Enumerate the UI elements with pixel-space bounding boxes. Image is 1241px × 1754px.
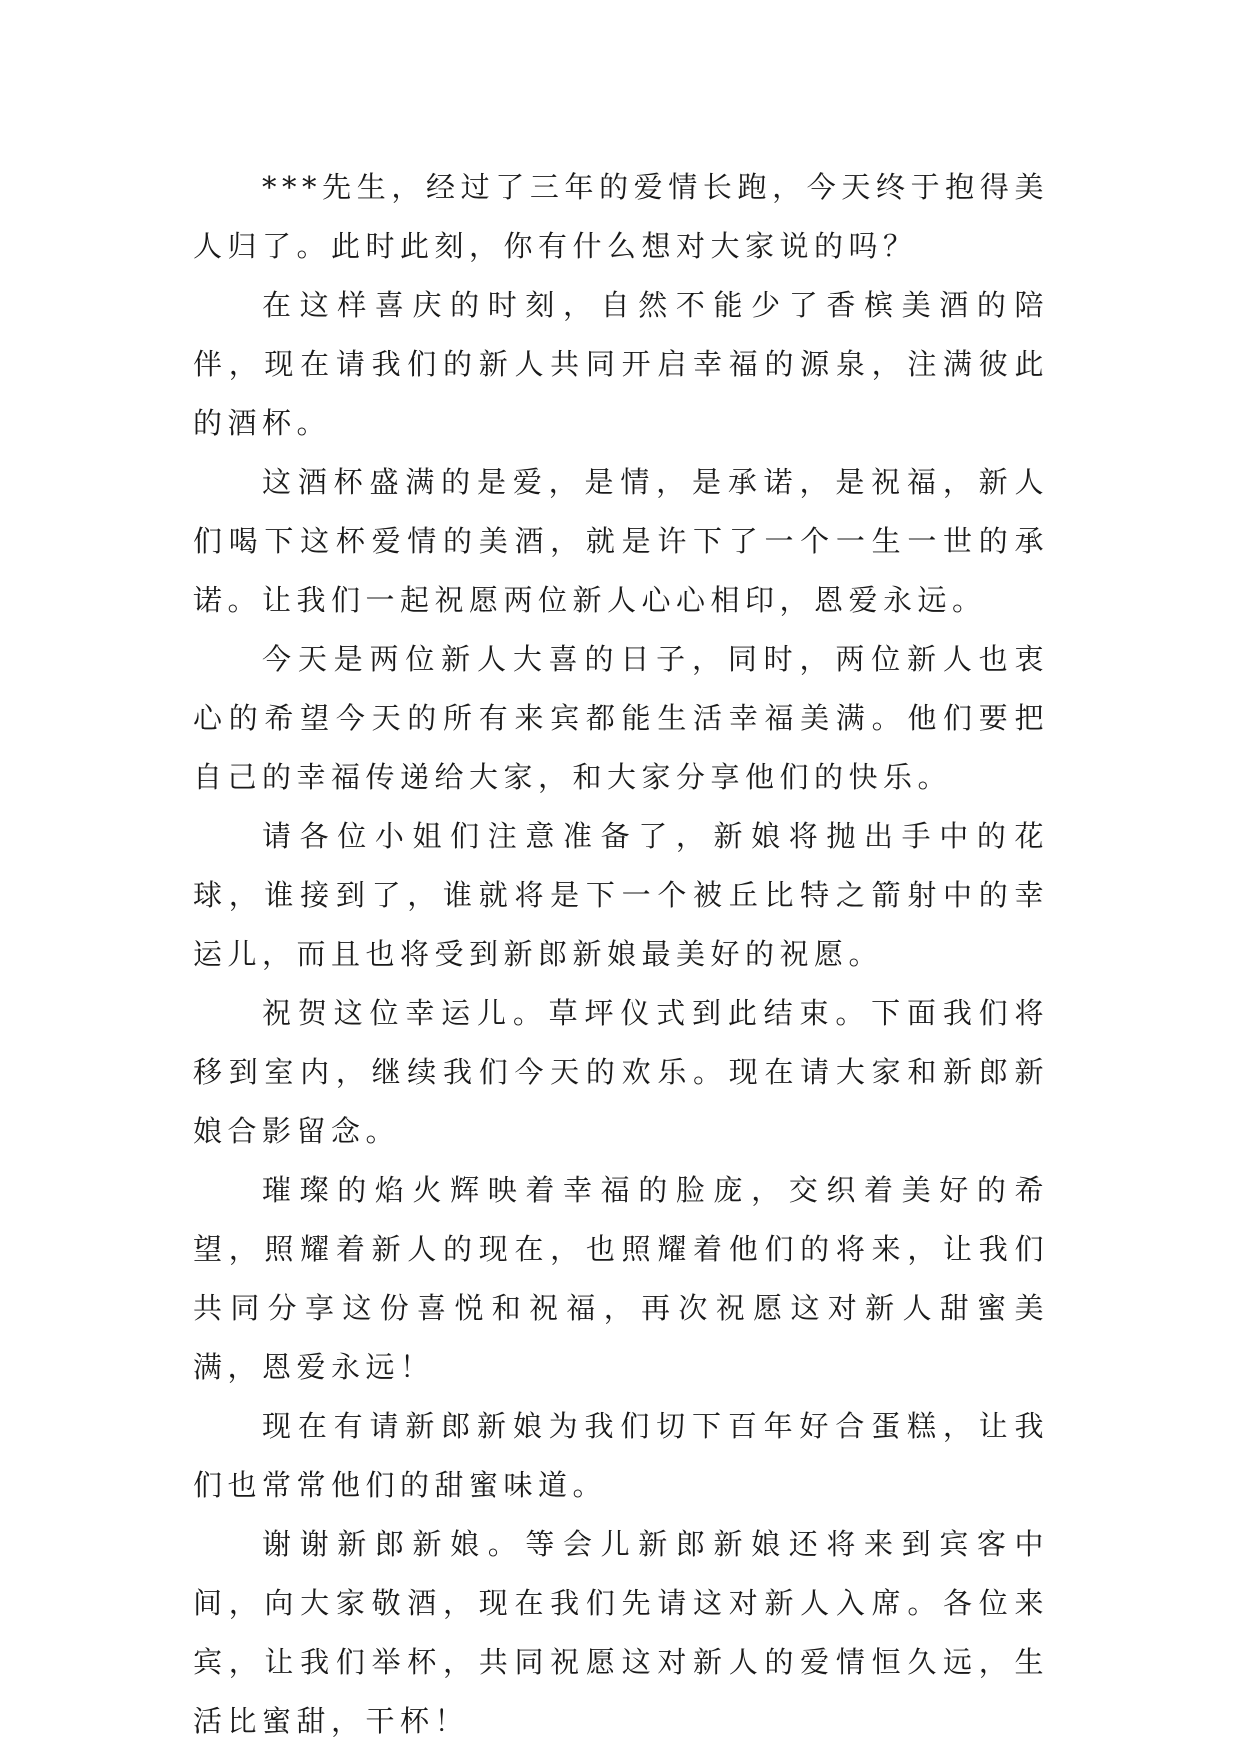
paragraph-6: 祝贺这位幸运儿。草坪仪式到此结束。下面我们将移到室内，继续我们今天的欢乐。现在请大家和新郎新娘合影留念。	[193, 996, 1049, 1148]
paragraph-7: 璀璨的焰火辉映着幸福的脸庞，交织着美好的希望，照耀着新人的现在，也照耀着他们的将来，让我们共同分享这份喜悦和祝福，再次祝愿这对新人甜蜜美满，恩爱永远！	[193, 1173, 1049, 1384]
document-body	[193, 158, 1049, 1751]
paragraph-5: 请各位小姐们注意准备了，新娘将抛出手中的花球，谁接到了，谁就将是下一个被丘比特之箭射中的幸运儿，而且也将受到新郎新娘最美好的祝愿。	[193, 819, 1049, 971]
paragraph-2: 在这样喜庆的时刻，自然不能少了香槟美酒的陪伴，现在请我们的新人共同开启幸福的源泉，注满彼此的酒杯。	[193, 288, 1049, 440]
paragraph-3: 这酒杯盛满的是爱，是情，是承诺，是祝福，新人们喝下这杯爱情的美酒，就是许下了一个一生一世的承诺。让我们一起祝愿两位新人心心相印，恩爱永远。	[193, 465, 1049, 617]
paragraph-1: ***先生，经过了三年的爱情长跑，今天终于抱得美人归了。此时此刻，你有什么想对大家说的吗？	[193, 170, 1049, 263]
paragraph-9: 谢谢新郎新娘。等会儿新郎新娘还将来到宾客中间，向大家敬酒，现在我们先请这对新人入席。各位来宾，让我们举杯，共同祝愿这对新人的爱情恒久远，生活比蜜甜，干杯！	[193, 1527, 1049, 1738]
paragraph-4: 今天是两位新人大喜的日子，同时，两位新人也衷心的希望今天的所有来宾都能生活幸福美满。他们要把自己的幸福传递给大家，和大家分享他们的快乐。	[193, 642, 1049, 794]
paragraph-8: 现在有请新郎新娘为我们切下百年好合蛋糕，让我们也常常他们的甜蜜味道。	[193, 1409, 1049, 1502]
